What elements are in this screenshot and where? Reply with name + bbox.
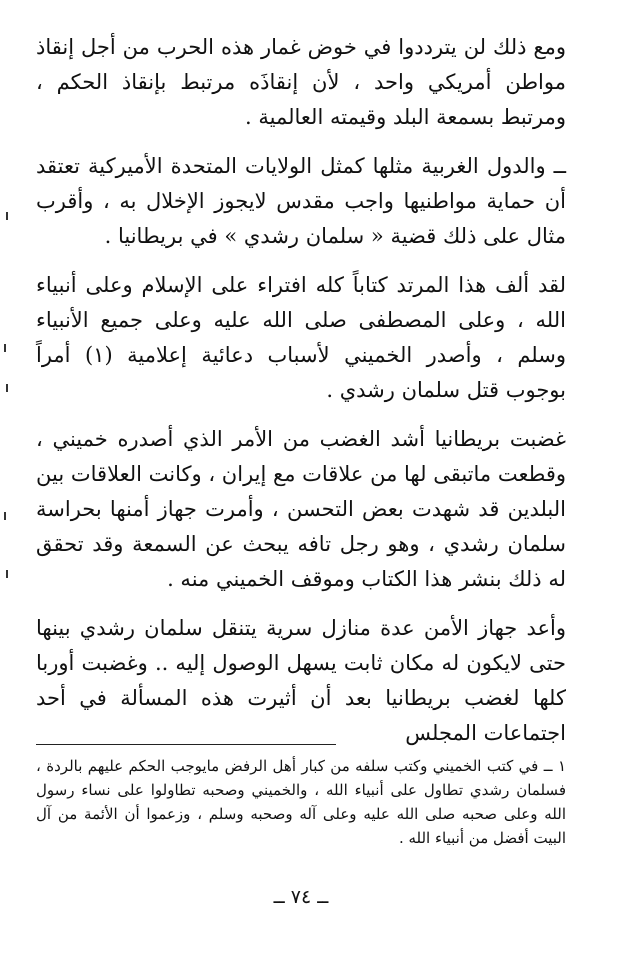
margin-mark — [6, 384, 8, 392]
paragraph-5: وأعد جهاز الأمن عدة منازل سرية يتنقل سلمان رشدي بينها حتى لايكون له مكان ثابت يسهل الوصول إليه .. وغضبت أوربا كلها لغضب بريطانيا بعد أن أثيرت هذه المسألة في أحد اجتماعات المجلس — [36, 616, 567, 745]
margin-mark — [6, 570, 8, 578]
page-number: ــ ٧٤ ــ — [273, 886, 329, 908]
margin-mark — [4, 344, 6, 352]
margin-mark — [6, 212, 8, 220]
paragraph-4: غضبت بريطانيا أشد الغضب من الأمر الذي أصدره خميني ، وقطعت ماتبقى لها من علاقات مع إيران ، وكانت العلاقات بين البلدين قد شهدت بعض التحسن ، وأمرت جهاز أمنها بحراسة سلمان رشدي ، وهو رجل تافه يبحث عن السمعة وقد تحقق له ذلك بنشر هذا الكتاب وموقف الخميني منه . — [36, 427, 566, 591]
page-body — [36, 30, 567, 908]
footnote-divider — [36, 744, 336, 745]
footnote: ١ ــ في كتب الخميني وكتب سلفه من كبار أهل الرفض مايوجب الحكم عليهم بالردة ، فسلمان رشدي تطاول على أنبياء الله ، والخميني وصحبه تطاولوا على نساء رسول الله وعلى صحبه صلى الله عليه وعلى آله وصحبه وسلم ، وزعموا أن الأئمة من آل البيت أفضل من أنبياء الله . — [36, 757, 566, 847]
paragraph-1: ومع ذلك لن يترددوا في خوض غمار هذه الحرب من أجل إنقاذ مواطن أمريكي واحد ، لأن إنقاذَه مرتبط بإنقاذ الحكم ، ومرتبط بسمعة البلد وقيمته العالمية . — [36, 35, 566, 129]
paragraph-2: ــ والدول الغربية مثلها كمثل الولايات المتحدة الأميركية تعتقد أن حماية مواطنيها واجب مقدس لايجوز الإخلال به ، وأقرب مثال على ذلك قضية « سلمان رشدي » في بريطانيا . — [36, 154, 566, 248]
margin-mark — [4, 512, 6, 520]
paragraph-3: لقد ألف هذا المرتد كتاباً كله افتراء على الإسلام وعلى أنبياء الله ، وعلى المصطفى صلى الله عليه وعلى جميع الأنبياء وسلم ، وأصدر الخميني لأسباب دعائية إعلامية (١) أمراً بوجوب قتل سلمان رشدي . — [36, 273, 566, 402]
